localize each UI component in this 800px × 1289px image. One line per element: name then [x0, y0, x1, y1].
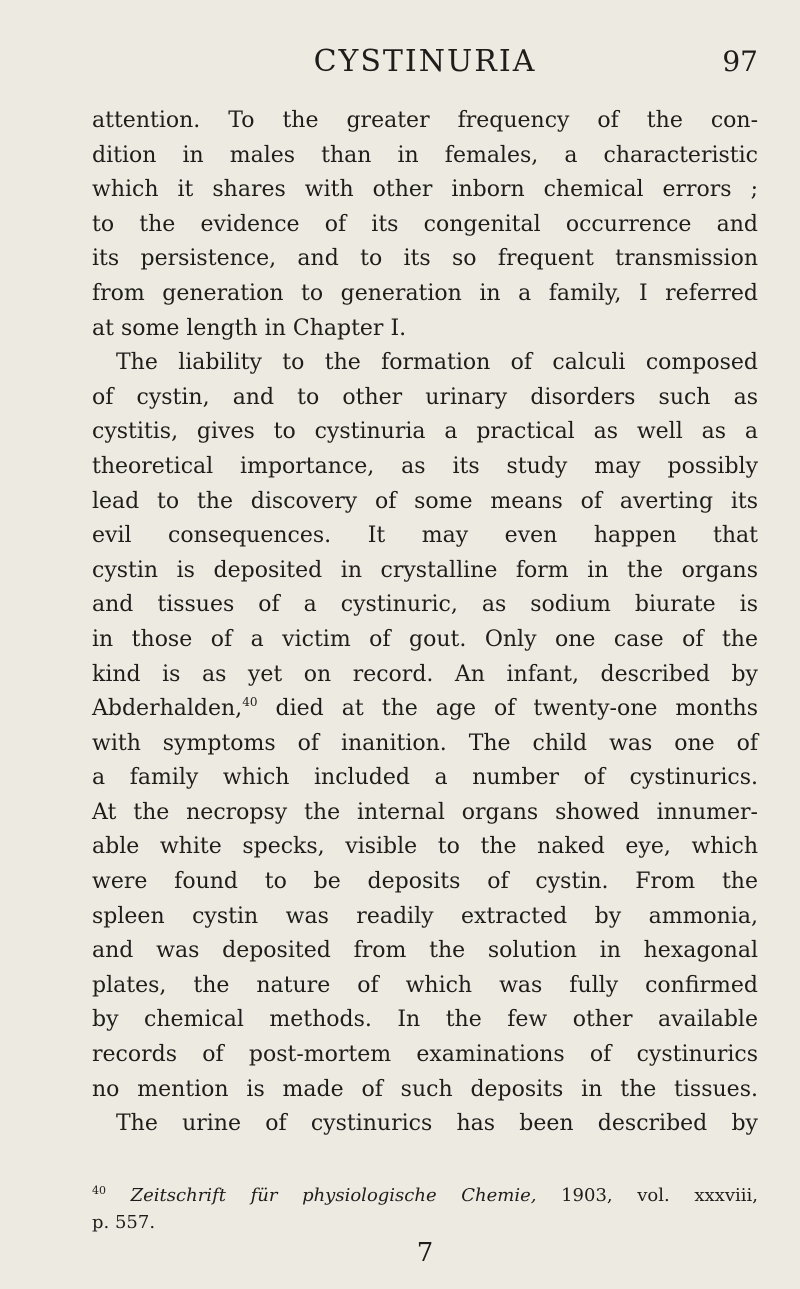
footnote-reference: 40: [242, 695, 258, 710]
text-line: with symptoms of inanition. The child was one of: [92, 730, 758, 756]
running-head: [92, 42, 758, 82]
text-line: cystin is deposited in crystalline form in the organs: [92, 557, 758, 583]
text-line: dition in males than in females, a characteristic: [92, 142, 758, 168]
text-line: attention. To the greater frequency of the con-: [92, 108, 758, 133]
footnote-mark: 40: [92, 1184, 106, 1197]
text-line: theoretical importance, as its study may possibly: [92, 453, 758, 479]
line-continuation: died at the age of twenty-one months: [275, 696, 758, 722]
text-line: from generation to generation in a family, I referred: [92, 280, 758, 306]
footnote: [92, 1182, 758, 1236]
text-line: a family which included a number of cystinurics.: [92, 765, 758, 791]
signature-number: 7: [416, 1238, 434, 1268]
footnote-journal: Zeitschrift für physiologische Chemie,: [130, 1185, 537, 1206]
footnote-line: [92, 1182, 758, 1209]
text-line: to the evidence of its congenital occurrence and: [92, 211, 758, 237]
body-text: [92, 104, 758, 1142]
text-line: no mention is made of such deposits in the tissues.: [92, 1076, 758, 1102]
page-number: 97: [722, 45, 758, 78]
text-line: able white specks, visible to the naked eye, which: [92, 834, 758, 860]
footnote-pages: p. 557.: [92, 1212, 156, 1233]
text-line: spleen cystin was readily extracted by ammonia,: [92, 903, 758, 929]
text-line: The urine of cystinurics has been described by: [116, 1111, 758, 1137]
text-line: evil consequences. It may even happen that: [92, 523, 758, 549]
text-line: by chemical methods. In the few other available: [92, 1007, 758, 1033]
text-line: its persistence, and to its so frequent transmission: [92, 246, 758, 272]
text-line: in those of a victim of gout. Only one case of the: [92, 626, 758, 652]
text-line: cystitis, gives to cystinuria a practical as well as a: [92, 419, 758, 445]
text-line: records of post-mortem examinations of cystinurics: [92, 1042, 758, 1068]
text-line: and tissues of a cystinuric, as sodium biurate is: [92, 592, 758, 618]
text-line: of cystin, and to other urinary disorders such as: [92, 384, 758, 410]
text-line: were found to be deposits of cystin. From the: [92, 869, 758, 895]
text-line: The liability to the formation of calculi composed: [116, 350, 758, 376]
footnote-details: 1903, vol. xxxviii,: [561, 1185, 758, 1206]
text-line: which it shares with other inborn chemical errors ;: [92, 177, 758, 203]
text-line: and was deposited from the solution in hexagonal: [92, 938, 758, 964]
text-line-with-reference: [92, 692, 758, 727]
text-line: lead to the discovery of some means of averting its: [92, 488, 758, 514]
text-line: At the necropsy the internal organs showed innumer-: [92, 799, 758, 825]
text-line: at some length in Chapter I.: [92, 315, 407, 341]
text-line: kind is as yet on record. An infant, described by: [92, 661, 758, 687]
running-head-title: CYSTINURIA: [313, 44, 537, 79]
text-line: plates, the nature of which was fully confirmed: [92, 972, 758, 998]
author-name: Abderhalden,: [92, 696, 243, 722]
